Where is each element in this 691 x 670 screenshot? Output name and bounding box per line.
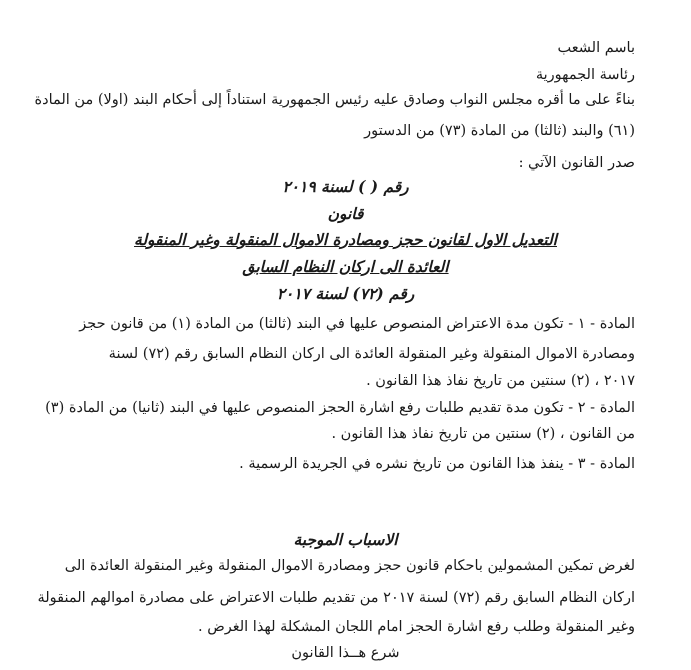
reasons-title: الاسباب الموجبة <box>293 530 398 549</box>
article-3-line-1: المادة - ٣ - ينفذ هذا القانون من تاريخ نشره في الجريدة الرسمية . <box>239 456 635 472</box>
law-subject-line-1: التعديل الاول لقانون حجز ومصادرة الاموال المنقولة وغير المنقولة <box>134 230 557 249</box>
reasons-enactment: شرع هــذا القانون <box>291 645 400 661</box>
article-2-line-2: من القانون ، (٢) سنتين من تاريخ نفاذ هذا القانون . <box>331 426 635 442</box>
law-type: قانون <box>327 204 364 223</box>
header-line-people: باسم الشعب <box>557 40 635 56</box>
law-subject-line-2: العائدة الى اركان النظام السابق <box>242 257 449 276</box>
article-2-line-1: المادة - ٢ - تكون مدة تقديم طلبات رفع اشارة الحجز المنصوص عليها في البند (ثانيا) من المادة (٣) <box>45 400 635 416</box>
preamble-line-3: صدر القانون الآتي : <box>518 155 635 171</box>
article-1-line-3: ٢٠١٧ ، (٢) سنتين من تاريخ نفاذ هذا القانون . <box>366 373 635 389</box>
preamble-line-2: (٦١) والبند (ثالثا) من المادة (٧٣) من الدستور <box>364 123 635 139</box>
header-line-presidency: رئاسة الجمهورية <box>535 67 635 83</box>
law-reference: رقم (٧٢) لسنة ٢٠١٧ <box>276 284 415 303</box>
reasons-line-3: وغير المنقولة وطلب رفع اشارة الحجز امام اللجان المشكلة لهذا الغرض . <box>197 619 635 635</box>
reasons-line-2: اركان النظام السابق رقم (٧٢) لسنة ٢٠١٧ من تقديم طلبات الاعتراض على مصادرة اموالهم المنقولة <box>37 590 635 606</box>
article-1-line-1: المادة - ١ - تكون مدة الاعتراض المنصوص عليها في البند (ثالثا) من المادة (١) من قانون حجز <box>79 316 635 332</box>
reasons-line-1: لغرض تمكين المشمولين باحكام قانون حجز ومصادرة الاموال المنقولة وغير المنقولة العائدة الى <box>64 558 635 574</box>
article-1-line-2: ومصادرة الاموال المنقولة وغير المنقولة العائدة الى اركان النظام السابق رقم (٧٢) لسنة <box>108 346 635 362</box>
preamble-line-1: بناءً على ما أقره مجلس النواب وصادق عليه رئيس الجمهورية استناداً إلى أحكام البند (اولا) من المادة <box>34 92 635 108</box>
law-number: رقم ( ) لسنة ٢٠١٩ <box>282 177 409 196</box>
